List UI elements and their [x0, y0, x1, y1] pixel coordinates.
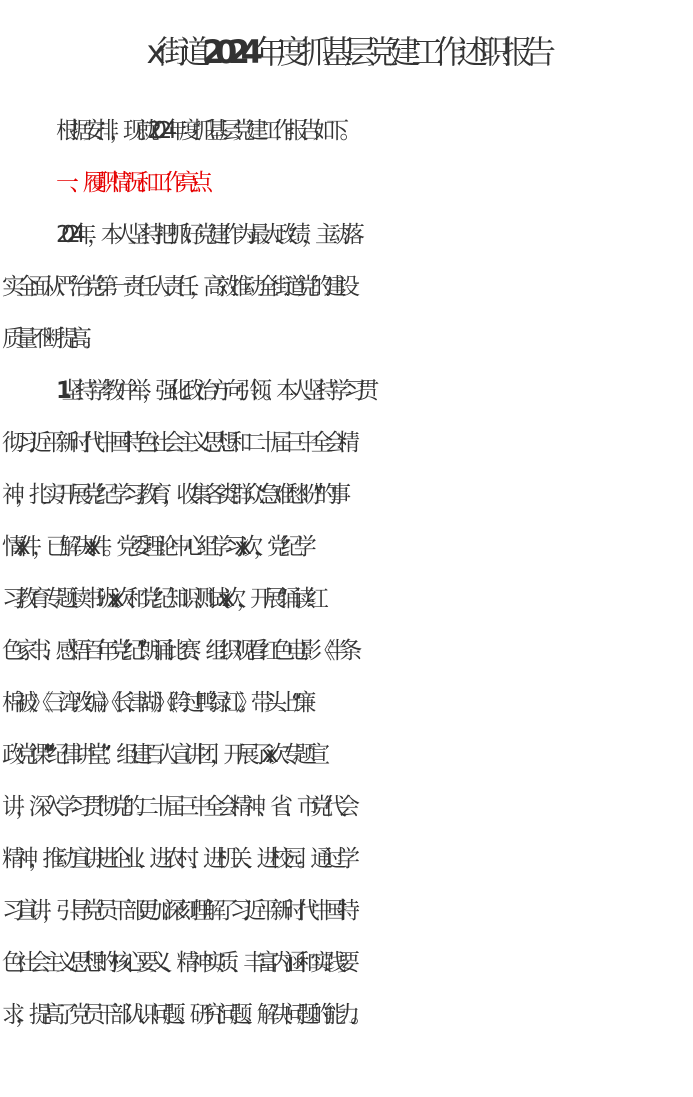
section-heading: 一、履职情况和工作亮点 [56, 170, 204, 196]
item-number: 1. [56, 378, 62, 404]
paragraph-line: 习教育专题读书班 xx 次和党纪知识测试 xx 次，开展“诵读红 [2, 586, 320, 612]
document-title [0, 28, 693, 76]
item-first-line [2, 365, 692, 417]
paragraph-line: 神，扎实开展党纪学习教育，收集各类群众“急难愁盼”的事 [2, 482, 342, 508]
paragraph-line: 色家书、感悟百年党纪”朗诵比赛、组织观看红色电影《半条 [2, 638, 353, 664]
paragraph-line: 情 xx 件，已解决 xx 件。党委理论中心组学习 xx 次，党纪学 [2, 534, 308, 560]
title-year: 2024 [202, 33, 254, 71]
paragraph-line: 求，提高了党员干部认识问题、研究问题、解决问题的能力。 [2, 1002, 364, 1028]
paragraph-line: 色社会主义思想的核心要义、精神实质、丰富内涵和实践要 [2, 950, 351, 976]
intro-paragraph: 根据安排，现就 2024 年度抓基层党建工作报告如下。 [56, 118, 353, 144]
paragraph-line: 2024 年，本人坚持把抓好党建作为最大政绩，主动落 [56, 222, 356, 248]
paragraph-line: 彻习近平新时代中国特色社会主义思想和二十届三中全会精 [2, 430, 351, 456]
title-prefix: x 街道 [146, 33, 203, 71]
paragraph-line: 棉被》《三湾改编》《长津湖》《跨过鸭绿江》。带头上“廉 [2, 690, 307, 716]
paragraph-line: 质量不断提高。 [2, 326, 96, 352]
paragraph-line: 政党课”“纪律讲堂”。组建百人宣讲团，开展了 xx 次专题宣 [2, 742, 321, 768]
paragraph-line: 精神，推动宣讲进企业、进农村、进机关、进校园。通过学 [2, 846, 351, 872]
paragraph-line: 习宣讲，引导党员干部更加深刻理解了习近平新时代中国特 [2, 898, 351, 924]
paragraph-line: 实全面从严治党第一责任人责任，高效推动全街道党的建设 [2, 274, 351, 300]
title-suffix: 年度抓基层党建工作述职报告 [253, 33, 547, 71]
paragraph-line: 讲，深入学习贯彻党的二十届三中全会精神、省、市党代会 [2, 794, 351, 820]
document-body [2, 105, 692, 1041]
item-heading-text: 坚持学教并举，强化政治方向引领。本人坚持学习贯 [61, 378, 370, 404]
